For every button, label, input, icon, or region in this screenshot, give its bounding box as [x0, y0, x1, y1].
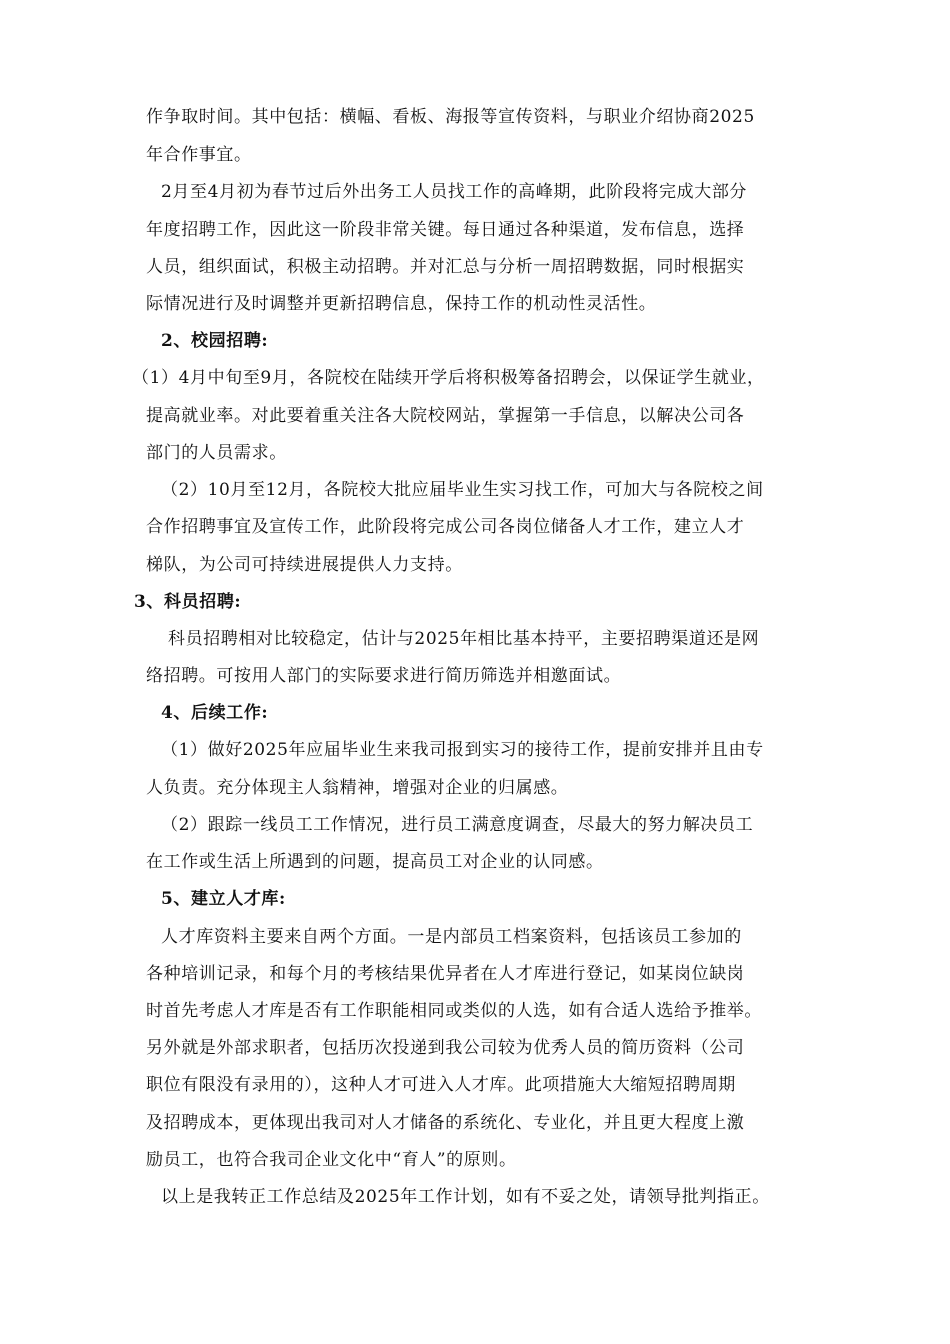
paragraph-line: 人员，组织面试，积极主动招聘。并对汇总与分析一周招聘数据，同时根据实	[146, 257, 745, 277]
paragraph-line: 励员工，也符合我司企业文化中“育人”的原则。	[146, 1150, 517, 1170]
paragraph-line: （2）跟踪一线员工工作情况，进行员工满意度调查，尽最大的努力解决员工	[161, 815, 754, 835]
paragraph-line: 际情况进行及时调整并更新招聘信息，保持工作的机动性灵活性。	[146, 294, 657, 314]
paragraph-line: （2）10月至12月，各院校大批应届毕业生实习找工作，可加大与各院校之间	[161, 480, 764, 500]
paragraph-line: 以上是我转正工作总结及2025年工作计划，如有不妥之处，请领导批判指正。	[161, 1187, 770, 1207]
paragraph-line: 梯队，为公司可持续进展提供人力支持。	[146, 555, 463, 575]
paragraph-line: 人才库资料主要来自两个方面。一是内部员工档案资料，包括该员工参加的	[161, 927, 742, 947]
paragraph-line: 作争取时间。其中包括：横幅、看板、海报等宣传资料，与职业介绍协商2025	[146, 107, 755, 127]
section-heading: 3、科员招聘:	[134, 592, 242, 612]
section-heading: 5、建立人才库:	[161, 889, 286, 909]
paragraph-line: 部门的人员需求。	[146, 443, 287, 463]
paragraph-line: 络招聘。可按用人部门的实际要求进行简历筛选并相邀面试。	[146, 666, 622, 686]
paragraph-line: 提高就业率。对此要着重关注各大院校网站，掌握第一手信息，以解决公司各	[146, 406, 745, 426]
paragraph-line: （1）4月中旬至9月，各院校在陆续开学后将积极筹备招聘会，以保证学生就业，	[132, 368, 765, 388]
section-heading: 4、后续工作:	[161, 703, 269, 723]
paragraph-line: 科员招聘相对比较稳定，估计与2025年相比基本持平，主要招聘渠道还是网	[168, 629, 760, 649]
section-heading: 2、校园招聘:	[161, 331, 269, 351]
paragraph-line: 职位有限没有录用的），这种人才可进入人才库。此项措施大大缩短招聘周期	[146, 1075, 736, 1095]
paragraph-line: 年合作事宜。	[146, 145, 252, 165]
paragraph-line: 各种培训记录，和每个月的考核结果优异者在人才库进行登记，如某岗位缺岗	[146, 964, 745, 984]
paragraph-line: 2月至4月初为春节过后外出务工人员找工作的高峰期，此阶段将完成大部分	[161, 182, 748, 202]
paragraph-line: 另外就是外部求职者，包括历次投递到我公司较为优秀人员的简历资料（公司	[146, 1038, 745, 1058]
paragraph-line: 合作招聘事宜及宣传工作，此阶段将完成公司各岗位储备人才工作，建立人才	[146, 517, 745, 537]
paragraph-line: 时首先考虑人才库是否有工作职能相同或类似的人选，如有合适人选给予推举。	[146, 1001, 762, 1021]
paragraph-line: 人负责。充分体现主人翁精神，增强对企业的归属感。	[146, 778, 569, 798]
paragraph-line: 及招聘成本，更体现出我司对人才储备的系统化、专业化，并且更大程度上激	[146, 1113, 745, 1133]
paragraph-line: 在工作或生活上所遇到的问题，提高员工对企业的认同感。	[146, 852, 604, 872]
paragraph-line: 年度招聘工作，因此这一阶段非常关键。每日通过各种渠道，发布信息，选择	[146, 220, 745, 240]
paragraph-line: （1）做好2025年应届毕业生来我司报到实习的接待工作，提前安排并且由专	[161, 740, 764, 760]
